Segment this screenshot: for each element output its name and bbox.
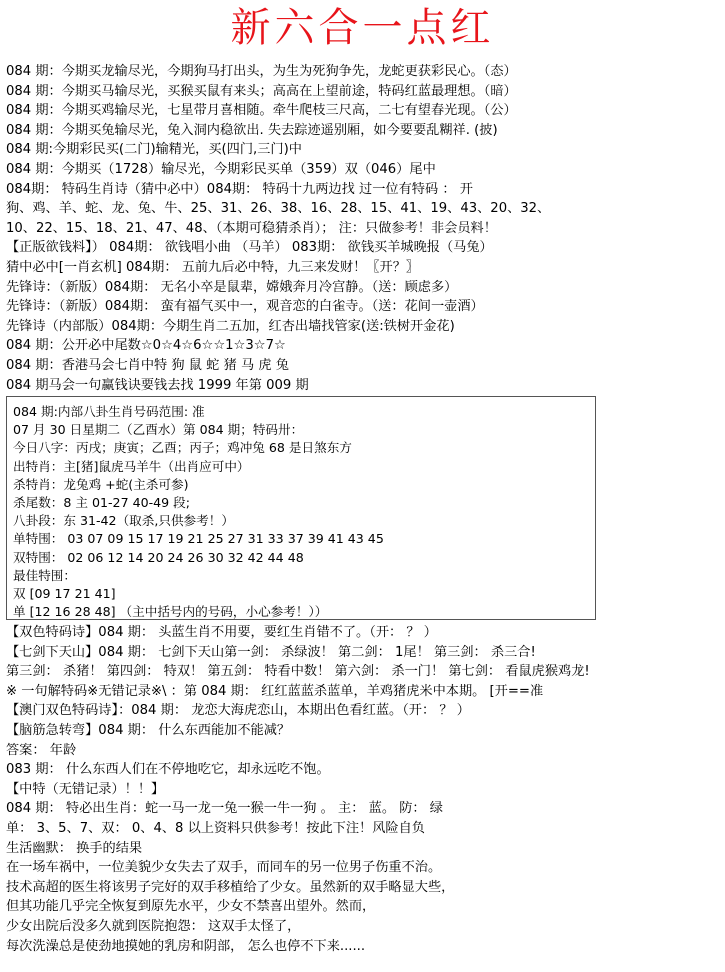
text-line: 084 期：今期买兔输尽光，兔入洞内稳欲出. 失去踪迹遥别厢，如今要要乱糊祥. (披) bbox=[6, 122, 498, 138]
text-line: 084 期：今期买（1728）输尽光，今期彩民买单（359）双（046）尾中 bbox=[6, 161, 436, 177]
text-line: 在一场车祸中，一位美貌少女失去了双手，而同车的另一位男子伤重不治。 bbox=[6, 860, 442, 876]
box-line: 最佳特围： bbox=[13, 567, 76, 583]
text-line: 【七剑下天山】084 期： 七剑下天山第一剑： 杀绿波！ 第二剑： 1尾！ 第三剑： 杀三合! bbox=[6, 644, 536, 660]
box-line: 杀特肖：龙兔鸡 +蛇(主杀可参) bbox=[13, 476, 189, 492]
text-line: 084 期：今期买龙输尽光，今期狗马打出头，为生为死狗争先，龙蛇更获彩民心。（态） bbox=[6, 64, 517, 79]
box-line: 单特围： 03 07 09 15 17 19 21 25 27 31 33 37 39 41 43 45 bbox=[13, 531, 384, 547]
text-line: 第三剑： 杀猪！ 第四剑： 特双！ 第五剑： 特看中数！ 第六剑： 杀一门！ 第七剑： 看鼠虎猴鸡龙! bbox=[6, 664, 590, 680]
box-line: 杀尾数：8 主 01-27 40-49 段; bbox=[13, 494, 191, 510]
text-line: 【正版欲钱料】） 084期： 欲钱唱小曲 （马羊） 083期： 欲钱买羊城晚报（马兔） bbox=[6, 240, 493, 256]
text-line: 【中特（无错记录）！！】 bbox=[6, 781, 165, 797]
text-line: 084 期：公开必中尾数☆0☆4☆6☆☆1☆3☆7☆ bbox=[6, 338, 286, 354]
text-line: 084 期：今期买马输尽光，买猴买鼠有来头；高高在上望前途，特码红蓝最理想。（暗） bbox=[6, 83, 517, 99]
text-line: 先锋诗：（新版）084期： 无名小卒是鼠辈，嫦娥奔月冷宫静。（送：顾虑多） bbox=[6, 279, 458, 295]
text-line: 【脑筋急转弯】084 期： 什么东西能加不能减？ bbox=[6, 722, 291, 738]
text-line: 084期： 特码生肖诗（猜中必中）084期： 特码十九两边找 过一位有特码 ： 开 bbox=[6, 181, 473, 197]
box-line: 084 期:内部八卦生肖号码范围: 准 bbox=[13, 404, 205, 419]
text-line: 生活幽默： 换手的结果 bbox=[6, 840, 143, 856]
page-title: 新六合一点红 bbox=[230, 5, 495, 51]
box-line: 今日八字：丙戌；庚寅；乙酉；丙子；鸡冲兔 68 是日煞东方 bbox=[13, 440, 352, 456]
bagua-info-box bbox=[6, 396, 596, 620]
box-line: 07 月 30 日星期二（乙酉水）第 084 期；特码卅： bbox=[13, 422, 304, 438]
text-line: 单： 3、5、7、双： 0、4、8 以上资料只供参考！按此下注！风险自负 bbox=[6, 820, 425, 836]
text-line: 答案： 年龄 bbox=[6, 742, 77, 758]
box-line: 双特围： 02 06 12 14 20 24 26 30 32 42 44 48 bbox=[13, 549, 304, 565]
box-line: 单 [12 16 28 48] （主中括号内的号码，小心参考！）） bbox=[13, 604, 328, 620]
text-line: 10、22、15、18、21、47、48、（本期可稳猜杀肖）； 注：只做参考！非会员料！ bbox=[6, 220, 497, 236]
text-line: 先锋诗：（新版）084期： 蛮有福气买中一，观音恋的白雀寺。（送：花间一壶酒） bbox=[6, 299, 484, 315]
text-line: 【双色特码诗】084 期： 头蓝生肖不用要，要红生肖错不了。（开： ？ ） bbox=[6, 625, 437, 640]
text-line: 084 期马会一句赢钱诀要钱去找 1999 年第 009 期 bbox=[6, 377, 309, 393]
bottom-text-block bbox=[6, 623, 718, 956]
text-line: 但其功能几乎完全恢复到原先水平，少女不禁喜出望外。然而， bbox=[6, 899, 376, 915]
text-line: 084 期：今期买鸡输尽光，七星带月喜相随。牵牛爬枝三尺高，二七有望春光现。（公） bbox=[6, 103, 517, 119]
text-line: 083 期： 什么东西人们在不停地吃它，却永远吃不饱。 bbox=[6, 762, 330, 778]
text-line: 084 期： 特必出生肖：蛇一马一龙一兔一猴一牛一狗 。 主： 蓝。 防： 绿 bbox=[6, 801, 443, 817]
box-line: 双 [09 17 21 41] bbox=[13, 585, 116, 601]
box-line: 八卦段：东 31-42（取杀,只供参考！） bbox=[13, 513, 234, 529]
text-line: ※ 一句解特码※无错记录※\ ：第 084 期： 红红蓝蓝杀蓝单，羊鸡猪虎米中本期。 [开==准 bbox=[6, 683, 544, 699]
text-line: 技术高超的医生将该男子完好的双手移植给了少女。虽然新的双手略显大些， bbox=[6, 879, 455, 895]
text-line: 084 期:今期彩民买(二门)输精光，买(四门,三门)中 bbox=[6, 142, 302, 158]
text-line: 先锋诗（内部版）084期：今期生肖二五加，红杏出墙找管家(送:铁树开金花) bbox=[6, 318, 455, 334]
text-line: 猜中必中[一肖玄机] 084期： 五前九后必中特，九三来发财！〖开？〗 bbox=[6, 259, 420, 275]
text-line: 每次洗澡总是使劲地摸她的乳房和阴部， 怎么也停不下来...... bbox=[6, 938, 366, 954]
top-text-block bbox=[6, 62, 718, 395]
text-line: 少女出院后没多久就到医院抱怨： 这双手太怪了， bbox=[6, 918, 301, 934]
text-line: 084 期：香港马会七肖中特 狗 鼠 蛇 猪 马 虎 兔 bbox=[6, 357, 289, 373]
box-line: 出特肖：主[猪]鼠虎马羊牛（出肖应可中） bbox=[13, 458, 250, 474]
text-line: 狗、鸡、羊、蛇、龙、兔、牛、25、31、26、38、16、28、15、41、19、43、20、32、 bbox=[6, 201, 551, 217]
text-line: 【澳门双色特码诗】：084 期： 龙恋大海虎恋山，本期出色看红蓝。（开： ？ ） bbox=[6, 703, 470, 719]
